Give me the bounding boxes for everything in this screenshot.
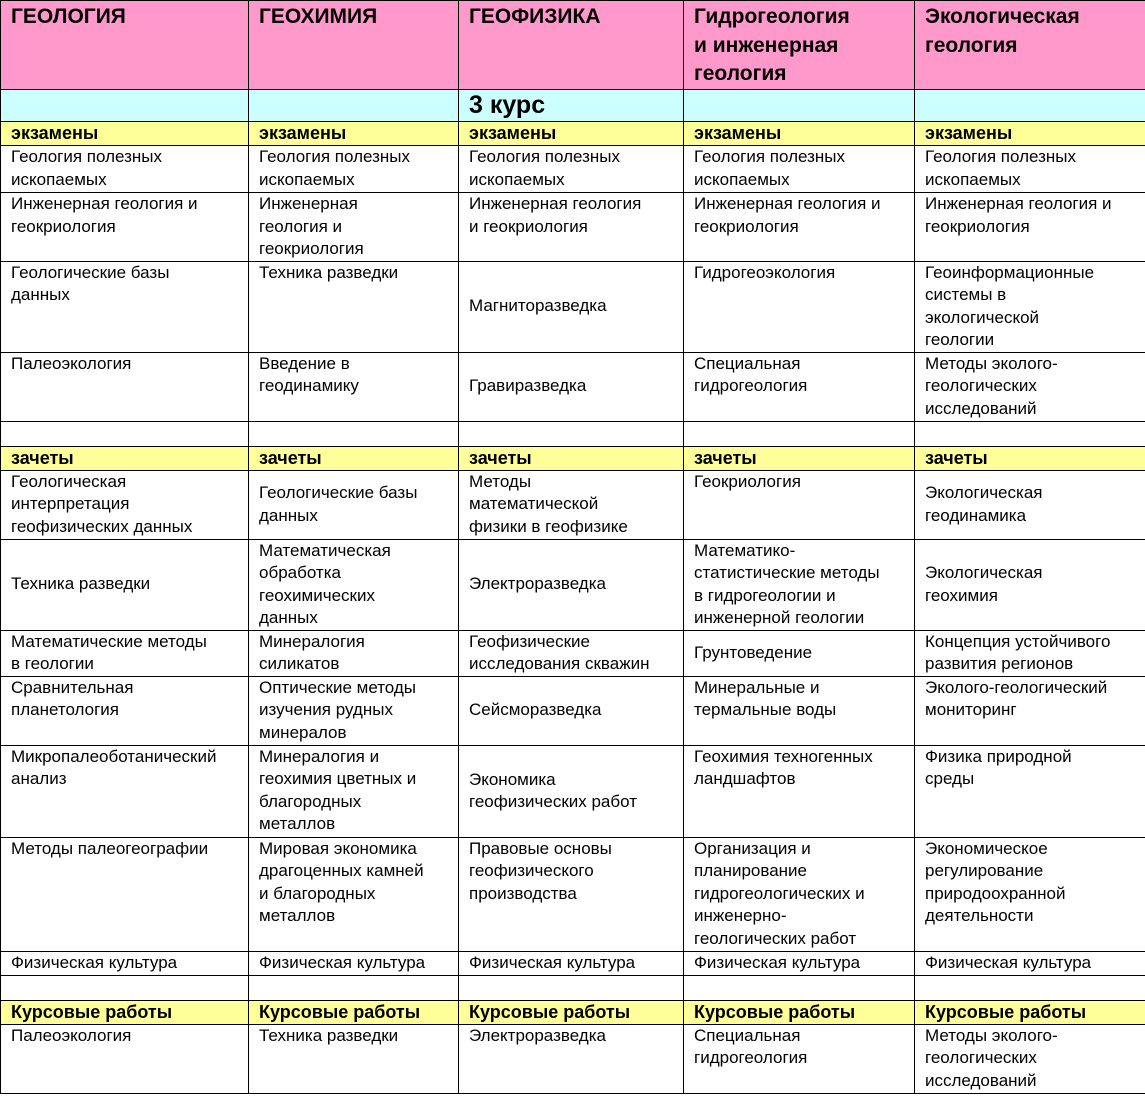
table-cell: Экономическое регулирование природоохранной деятельности [915,837,1145,951]
spacer-row [1,421,1145,446]
table-cell: Мировая экономика драгоценных камней и благородных металлов [249,837,459,951]
section-label: зачеты [459,446,684,470]
section-label: зачеты [684,446,915,470]
table-cell: Сравнительная планетология [1,676,249,745]
table-cell: Организация и планирование гидрогеологических и инженерно- геологических работ [684,837,915,951]
section-label: Курсовые работы [915,1000,1145,1024]
table-row [1,539,1145,630]
table-cell: Специальная гидрогеология [684,1024,915,1093]
table-cell: Экологическая геохимия [915,539,1145,630]
table-cell: Геология полезных ископаемых [459,146,684,193]
table-row [1,352,1145,421]
section-label: экзамены [915,122,1145,146]
table-cell: Техника разведки [249,1024,459,1093]
table-cell: Математико- статистические методы в гидрогеологии и инженерной геологии [684,539,915,630]
table-cell: Физическая культура [1,951,249,975]
table-cell: Методы палеогеографии [1,837,249,951]
table-cell: Геохимия техногенных ландшафтов [684,745,915,837]
table-cell: Геоинформационные системы в экологической геологии [915,261,1145,352]
table-cell: Магниторазведка [459,261,684,352]
table-cell: Эколого-геологический мониторинг [915,676,1145,745]
table-cell: Правовые основы геофизического производства [459,837,684,951]
table-cell: Палеоэкология [1,352,249,421]
table-row [1,470,1145,539]
table-cell: Экологическая геодинамика [915,470,1145,539]
table-cell: Геологические базы данных [249,470,459,539]
table-cell: Инженерная геология и геокриология [459,193,684,262]
table-cell: Физическая культура [459,951,684,975]
course-title: 3 курс [459,90,684,122]
section-label: зачеты [1,446,249,470]
table-row [1,1024,1145,1093]
table-cell: Физическая культура [915,951,1145,975]
table-cell: Физическая культура [684,951,915,975]
table-cell: Геология полезных ископаемых [915,146,1145,193]
table-row [1,676,1145,745]
table-row [1,745,1145,837]
table-cell: Инженерная геология и геокриология [1,193,249,262]
table-cell: Минеральные и термальные воды [684,676,915,745]
table-cell: Техника разведки [1,539,249,630]
table-cell: Гидрогеоэкология [684,261,915,352]
table-cell: Экономика геофизических работ [459,745,684,837]
column-header-geophysics: ГЕОФИЗИКА [459,1,684,90]
section-label: экзамены [249,122,459,146]
table-cell: Геологические базы данных [1,261,249,352]
column-header-geochemistry: ГЕОХИМИЯ [249,1,459,90]
table-cell: Микропалеоботанический анализ [1,745,249,837]
spacer-row [1,975,1145,1000]
table-cell: Методы эколого- геологических исследований [915,1024,1145,1093]
table-cell: Инженерная геология и геокриология [684,193,915,262]
section-label: экзамены [684,122,915,146]
table-cell: Минералогия силикатов [249,630,459,676]
table-cell: Инженерная геология и геокриология [915,193,1145,262]
table-cell: Геофизические исследования скважин [459,630,684,676]
table-cell: Сейсморазведка [459,676,684,745]
column-header-hydrogeology: Гидрогеология и инженерная геология [684,1,915,90]
table-cell: Математические методы в геологии [1,630,249,676]
coursework-section-row [1,1000,1145,1024]
table-cell: Геология полезных ископаемых [249,146,459,193]
table-cell: Введение в геодинамику [249,352,459,421]
table-cell: Математическая обработка геохимических данных [249,539,459,630]
table-cell: Физическая культура [249,951,459,975]
table-cell: Геологическая интерпретация геофизических данных [1,470,249,539]
table-cell: Геология полезных ископаемых [684,146,915,193]
section-label: зачеты [249,446,459,470]
table-cell: Минералогия и геохимия цветных и благородных металлов [249,745,459,837]
section-label: Курсовые работы [459,1000,684,1024]
table-cell: Специальная гидрогеология [684,352,915,421]
section-label: Курсовые работы [1,1000,249,1024]
table-cell: Оптические методы изучения рудных минералов [249,676,459,745]
section-label: экзамены [1,122,249,146]
table-row [1,837,1145,951]
section-label: Курсовые работы [684,1000,915,1024]
column-header-ecological-geology: Экологическая геология [915,1,1145,90]
table-cell: Палеоэкология [1,1024,249,1093]
table-row [1,630,1145,676]
section-label: экзамены [459,122,684,146]
section-label: зачеты [915,446,1145,470]
course-row [1,90,1145,122]
table-row [1,951,1145,975]
table-cell: Геокриология [684,470,915,539]
table-cell: Методы математической физики в геофизике [459,470,684,539]
credits-section-row [1,446,1145,470]
table-cell: Методы эколого- геологических исследований [915,352,1145,421]
table-cell: Инженерная геология и геокриология [249,193,459,262]
table-cell: Электроразведка [459,1024,684,1093]
table-row [1,261,1145,352]
table-cell: Гравиразведка [459,352,684,421]
table-cell: Геология полезных ископаемых [1,146,249,193]
table-cell: Физика природной среды [915,745,1145,837]
section-label: Курсовые работы [249,1000,459,1024]
table-cell: Концепция устойчивого развития регионов [915,630,1145,676]
header-row [1,1,1145,90]
table-cell: Грунтоведение [684,630,915,676]
table-cell: Электроразведка [459,539,684,630]
table-row [1,193,1145,262]
exams-section-row [1,122,1145,146]
column-header-geology: ГЕОЛОГИЯ [1,1,249,90]
table-row [1,146,1145,193]
table-cell: Техника разведки [249,261,459,352]
